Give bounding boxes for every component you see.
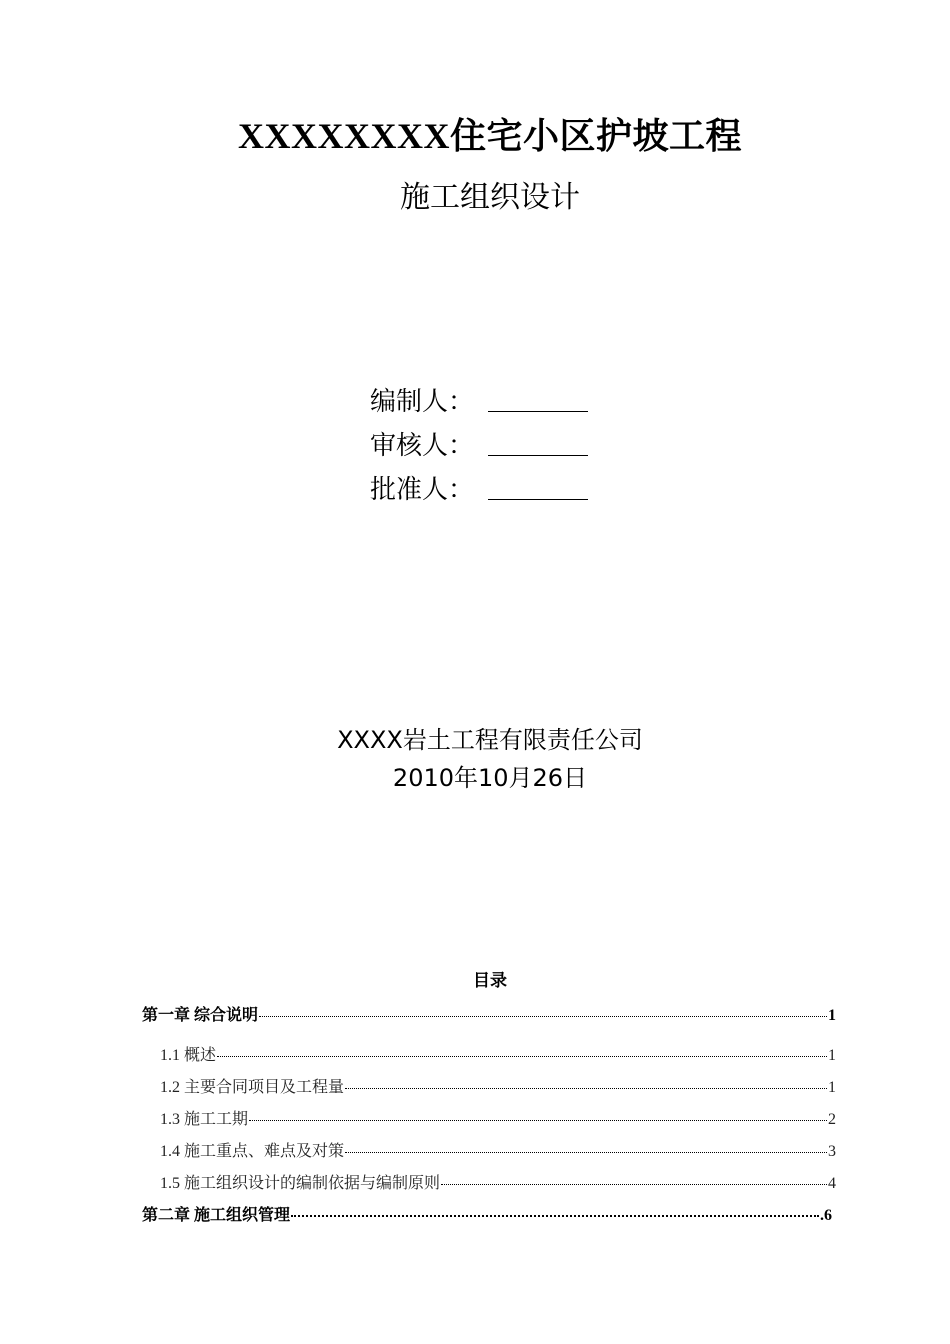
toc-leader-dots xyxy=(259,1015,827,1017)
toc-entry-page: 2 xyxy=(828,1111,836,1128)
toc-entry-chapter-1[interactable] xyxy=(142,1000,836,1032)
toc-entry-1-2[interactable] xyxy=(142,1072,836,1104)
signature-row-approver xyxy=(370,466,588,506)
signature-blank-line xyxy=(488,454,588,456)
toc-entry-1-4[interactable] xyxy=(142,1136,836,1168)
toc-entry-label: 1.2 主要合同项目及工程量 xyxy=(160,1079,345,1096)
signature-row-editor xyxy=(370,378,588,418)
toc-leader-dots xyxy=(217,1055,827,1057)
toc-entry-label: 第一章 综合说明 xyxy=(142,1007,259,1024)
toc-leader-dots xyxy=(249,1119,827,1121)
toc-leader-dots xyxy=(291,1214,819,1217)
toc-entry-1-3[interactable] xyxy=(142,1104,836,1136)
toc-entry-page: 3 xyxy=(828,1143,836,1160)
company-name: XXXX岩土工程有限责任公司 xyxy=(337,726,643,754)
document-subtitle: 施工组织设计 xyxy=(400,180,580,215)
signature-label: 审核人： xyxy=(370,431,475,461)
toc-entry-label: 1.4 施工重点、难点及对策 xyxy=(160,1143,345,1160)
toc-entry-page: .6 xyxy=(820,1207,832,1224)
table-of-contents xyxy=(142,1000,836,1232)
signature-label: 编制人： xyxy=(370,387,475,417)
document-date: 2010年10月26日 xyxy=(392,764,588,792)
toc-leader-dots xyxy=(345,1087,827,1089)
toc-entry-label: 第二章 施工组织管理 xyxy=(142,1207,291,1224)
toc-entry-chapter-2[interactable] xyxy=(142,1200,832,1232)
toc-entry-page: 1 xyxy=(828,1079,836,1096)
toc-entry-page: 4 xyxy=(828,1175,836,1192)
signature-row-reviewer xyxy=(370,422,588,462)
document-title: XXXXXXXX住宅小区护坡工程 xyxy=(238,116,742,156)
toc-leader-dots xyxy=(345,1151,827,1153)
toc-leader-dots xyxy=(441,1183,827,1185)
toc-entry-1-5[interactable] xyxy=(142,1168,836,1200)
toc-entry-label: 1.1 概述 xyxy=(160,1047,217,1064)
toc-entry-page: 1 xyxy=(828,1047,836,1064)
signature-label: 批准人： xyxy=(370,475,475,505)
toc-entry-page: 1 xyxy=(828,1007,836,1024)
toc-title: 目录 xyxy=(473,971,507,991)
signature-blank-line xyxy=(488,410,588,412)
toc-entry-label: 1.3 施工工期 xyxy=(160,1111,249,1128)
signature-blank-line xyxy=(488,498,588,500)
toc-entry-label: 1.5 施工组织设计的编制依据与编制原则 xyxy=(160,1175,441,1192)
toc-entry-1-1[interactable] xyxy=(142,1040,836,1072)
